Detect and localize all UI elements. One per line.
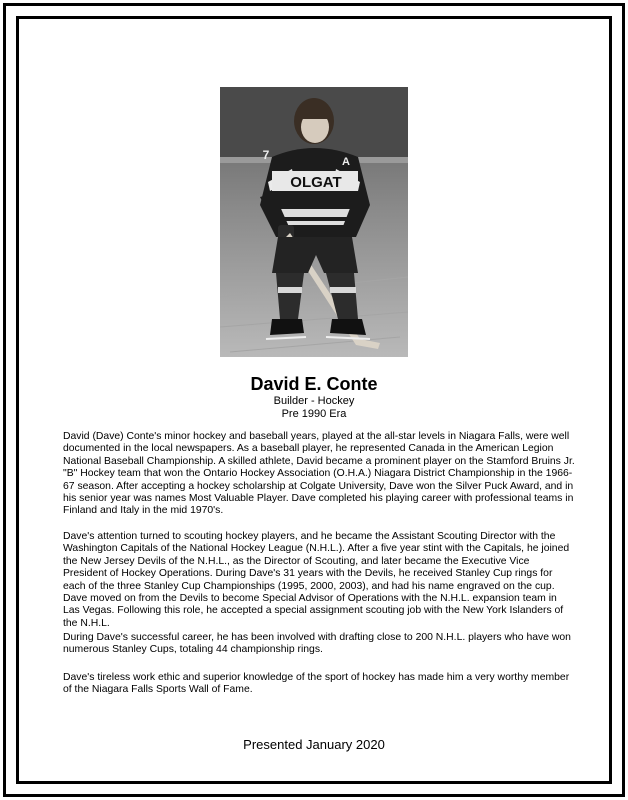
jersey-text: OLGAT [290, 174, 342, 191]
inductee-category: Builder - Hockey [273, 395, 355, 407]
presented-date: Presented January 2020 [243, 737, 385, 752]
inductee-name: David E. Conte [250, 374, 378, 394]
bio-paragraph-3: During Dave's successful career, he has been involved with drafting close to 200 N.H.L. players who have won numerous Stanley Cups, totaling 44 championship rings. [63, 632, 571, 656]
bio-paragraph-1: David (Dave) Conte's minor hockey and baseball years, played at the all-star levels in Niagara Falls, were well documented in the local newspapers. As a baseball player, he represented Canada in the American Legion National Baseball Championship. A skilled athlete, David became a prominent player on the Stamford Bruins Jr. "B" Hockey team that won the Ontario Hockey Association (O.H.A.) Niagara District Championship in the 1966-67 season. After accepting a hockey scholarship at Colgate University, Dave won the Silver Puck Award, and in his senior year was names Most Valuable Player. Dave completed his playing career with professional teams in Finland and Italy in the mid 1970's. [63, 431, 575, 517]
player-photo [220, 87, 408, 357]
inductee-era: Pre 1990 Era [281, 408, 347, 420]
bio-paragraph-4: Dave's tireless work ethic and superior knowledge of the sport of hockey has made him a very worthy member of the Niagara Falls Sports Wall of Fame. [63, 672, 570, 696]
sleeve-number: 7 [262, 148, 270, 162]
captain-letter: A [342, 156, 350, 168]
bio-paragraph-2: Dave's attention turned to scouting hockey players, and he became the Assistant Scouting Director with the Washington Capitals of the National Hockey League (N.H.L.). After a five year stint with the Capitals, he joined the New Jersey Devils of the N.H.L., as the Director of Scouting, and later became the Executive Vice President of Hockey Operations. During Dave's 31 years with the Devils, he received Stanley Cup rings for each of the three Stanley Cup Championships (1995, 2000, 2003), and had his name engraved on the cup. Dave moved on from the Devils to become Special Advisor of Operations with the N.H.L. expansion team in Las Vegas. Following this role, he accepted a special assignment scouting job with the New York Islanders of the N.H.L. [63, 531, 570, 629]
